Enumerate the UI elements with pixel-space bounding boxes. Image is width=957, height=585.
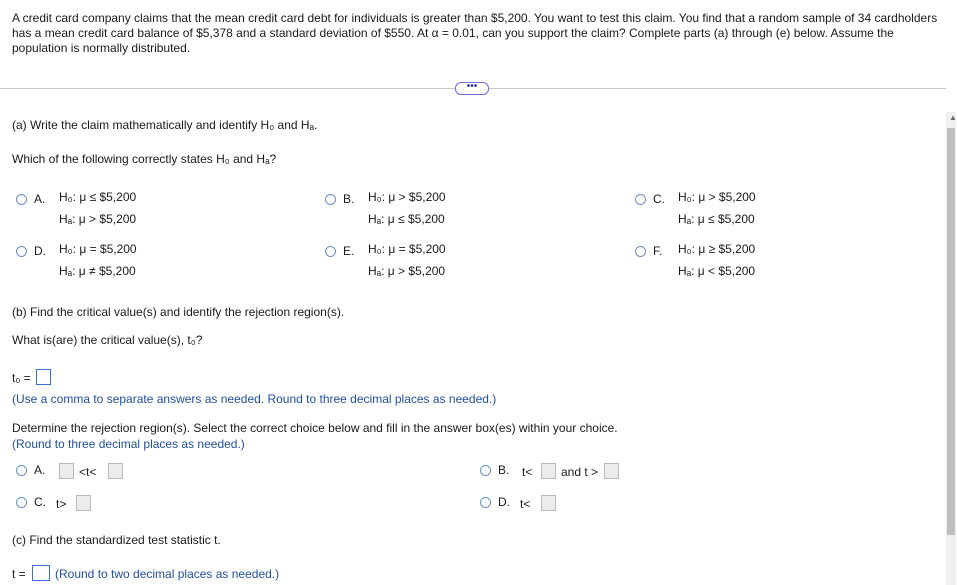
option-b-ha: Hₐ: μ ≤ $5,200 xyxy=(368,212,445,226)
region-c-input[interactable] xyxy=(76,495,91,511)
option-c-radio[interactable] xyxy=(635,194,646,205)
option-e-letter[interactable]: E. xyxy=(343,244,355,258)
option-b-h0: H₀: μ > $5,200 xyxy=(368,190,446,204)
option-d-ha: Hₐ: μ ≠ $5,200 xyxy=(59,264,136,278)
option-d-radio[interactable] xyxy=(16,246,27,257)
part-b-heading: (b) Find the critical value(s) and identify the rejection region(s). xyxy=(12,305,345,319)
region-prompt: Determine the rejection region(s). Select the correct choice below and fill in the answer box(es) within your choice. xyxy=(12,421,618,435)
region-hint: (Round to three decimal places as needed.) xyxy=(12,437,245,451)
part-b-question: What is(are) the critical value(s), t₀? xyxy=(12,333,203,347)
scrollbar-thumb[interactable] xyxy=(947,128,955,535)
option-f-h0: H₀: μ ≥ $5,200 xyxy=(678,242,756,256)
t-stat-hint: (Round to two decimal places as needed.) xyxy=(55,567,280,581)
region-b-and-label: and t > xyxy=(561,465,599,479)
region-a-inequality: <t< xyxy=(79,465,97,479)
option-f-radio[interactable] xyxy=(635,246,646,257)
option-d-letter[interactable]: D. xyxy=(34,244,46,258)
option-d-h0: H₀: μ = $5,200 xyxy=(59,242,137,256)
option-e-radio[interactable] xyxy=(325,246,336,257)
option-f-ha: Hₐ: μ < $5,200 xyxy=(678,264,756,278)
region-a-radio[interactable] xyxy=(16,465,27,476)
t0-hint: (Use a comma to separate answers as needed. Round to three decimal places as needed.) xyxy=(12,392,497,406)
option-c-ha: Hₐ: μ ≤ $5,200 xyxy=(678,212,755,226)
option-c-letter[interactable]: C. xyxy=(653,192,665,206)
option-b-radio[interactable] xyxy=(325,194,336,205)
region-b-radio[interactable] xyxy=(480,465,491,476)
option-a-ha: Hₐ: μ > $5,200 xyxy=(59,212,137,226)
region-d-radio[interactable] xyxy=(480,497,491,508)
t-stat-answer-input[interactable] xyxy=(32,565,50,581)
option-c-h0: H₀: μ > $5,200 xyxy=(678,190,756,204)
region-b-lower-input[interactable] xyxy=(541,463,556,479)
t0-answer-input[interactable] xyxy=(36,369,51,385)
part-a-heading: (a) Write the claim mathematically and identify H₀ and Hₐ. xyxy=(12,118,318,132)
region-c-letter[interactable]: C. xyxy=(34,495,46,509)
region-b-upper-input[interactable] xyxy=(604,463,619,479)
expand-more-button[interactable]: ••• xyxy=(455,82,489,95)
problem-statement: A credit card company claims that the mean credit card debt for individuals is greater than $5,200. You want to test this claim. You find that a random sample of 34 cardholders has a mean credit card balance of $5,378 and a standard deviation of $550. At α = 0.01, can you support the claim? Complete parts (a) through (e) below. Assume the population is normally distributed. xyxy=(12,11,938,55)
region-d-t-label: t< xyxy=(520,497,531,511)
region-a-lower-input[interactable] xyxy=(59,463,74,479)
region-c-t-label: t> xyxy=(56,497,67,511)
region-a-upper-input[interactable] xyxy=(108,463,123,479)
part-a-question: Which of the following correctly states H₀ and Hₐ? xyxy=(12,152,277,166)
region-a-letter[interactable]: A. xyxy=(34,463,46,477)
region-c-radio[interactable] xyxy=(16,497,27,508)
t-stat-label: t = xyxy=(12,567,26,581)
region-d-letter[interactable]: D. xyxy=(498,495,510,509)
part-c-heading: (c) Find the standardized test statistic t. xyxy=(12,533,221,547)
option-e-h0: H₀: μ = $5,200 xyxy=(368,242,446,256)
t0-label: t₀ = xyxy=(12,371,31,385)
option-a-radio[interactable] xyxy=(16,194,27,205)
option-a-h0: H₀: μ ≤ $5,200 xyxy=(59,190,137,204)
region-b-letter[interactable]: B. xyxy=(498,463,510,477)
option-e-ha: Hₐ: μ > $5,200 xyxy=(368,264,446,278)
scroll-up-arrow-icon[interactable]: ▲ xyxy=(949,113,957,122)
region-d-input[interactable] xyxy=(541,495,556,511)
option-b-letter[interactable]: B. xyxy=(343,192,355,206)
region-b-t-label: t< xyxy=(522,465,533,479)
option-a-letter[interactable]: A. xyxy=(34,192,46,206)
option-f-letter[interactable]: F. xyxy=(653,244,663,258)
